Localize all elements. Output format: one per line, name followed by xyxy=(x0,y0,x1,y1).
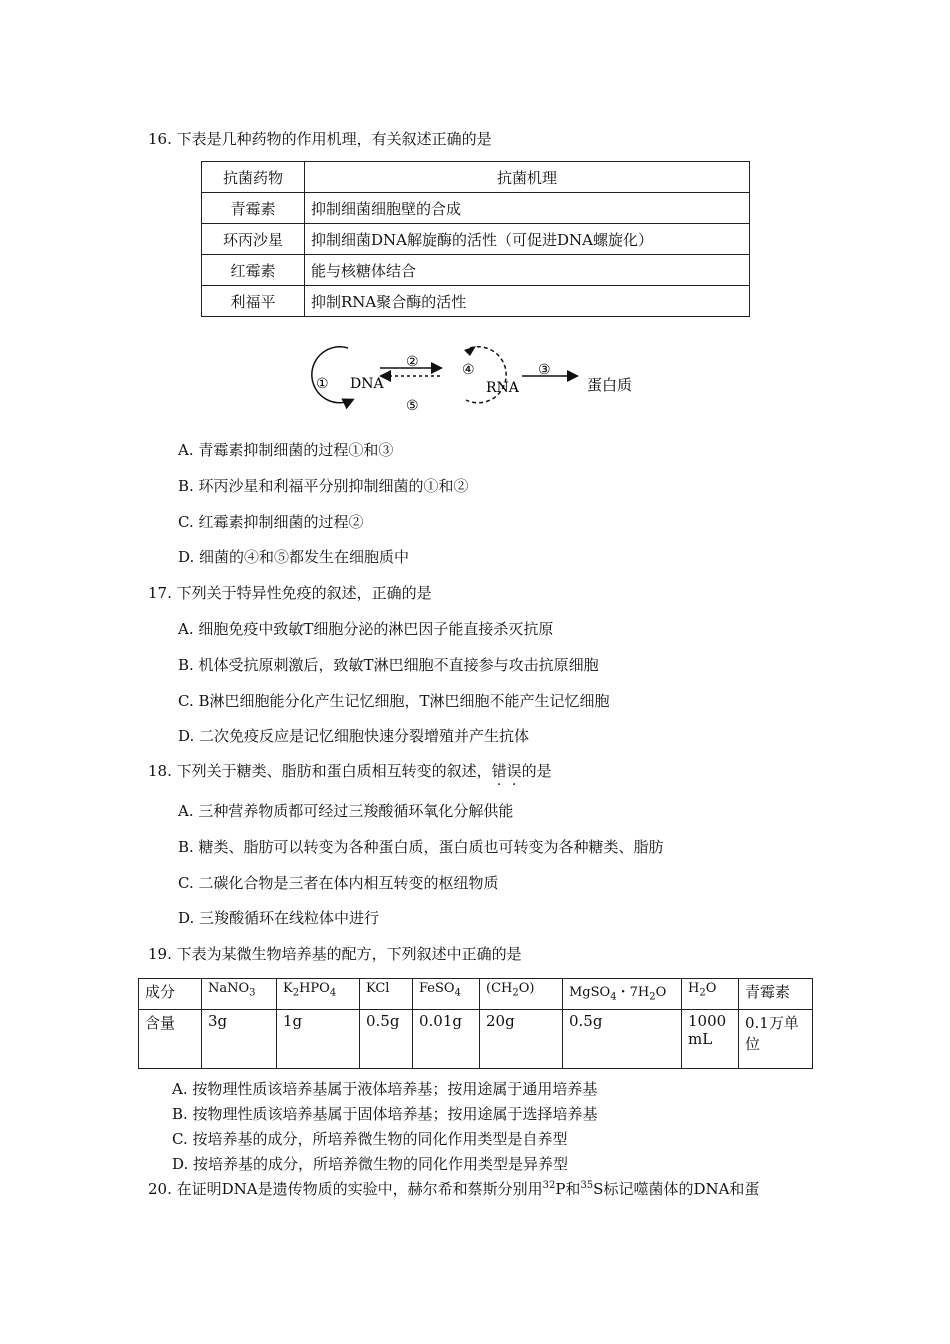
q16-option-d: D. 细菌的④和⑤都发生在细胞质中 xyxy=(178,548,410,566)
dna-label: DNA xyxy=(350,376,384,392)
table-row xyxy=(139,1010,813,1069)
emphasis-char: 误 xyxy=(506,762,522,780)
table-header-cell: 抗菌药物 xyxy=(202,162,305,193)
step-2-label: ② xyxy=(406,354,419,370)
table-row xyxy=(202,255,750,286)
table-cell: 抑制RNA聚合酶的活性 xyxy=(305,286,750,317)
table-cell: 1g xyxy=(277,1010,360,1069)
q18-stem-part: 的是 xyxy=(521,762,552,780)
q16-option-a: A. 青霉素抑制细菌的过程①和③ xyxy=(178,441,394,459)
step-3-label: ③ xyxy=(538,362,551,378)
q16-option-b: B. 环丙沙星和利福平分别抑制细菌的①和② xyxy=(178,477,469,495)
isotope-superscript: 35 xyxy=(580,1180,594,1191)
table-row xyxy=(202,224,750,255)
table-cell: $(CH_2O)$ xyxy=(480,979,563,1010)
table-cell: 含量 xyxy=(139,1010,202,1069)
table-cell: KCl xyxy=(360,979,413,1010)
table-cell: 3g xyxy=(202,1010,277,1069)
q20-stem-part: P和 xyxy=(555,1180,581,1198)
central-dogma-diagram xyxy=(300,340,660,416)
table-cell: $K_2HPO_4$ xyxy=(277,979,360,1010)
q19-option-a: A. 按物理性质该培养基属于液体培养基；按用途属于通用培养基 xyxy=(172,1080,598,1098)
table-cell: 抑制细菌细胞壁的合成 xyxy=(305,193,750,224)
table-cell: FeSO$_4$ xyxy=(413,979,480,1010)
table-header-row xyxy=(139,979,813,1010)
q16-option-c: C. 红霉素抑制细菌的过程② xyxy=(178,513,364,531)
q19-option-c: C. 按培养基的成分，所培养微生物的同化作用类型是自养型 xyxy=(172,1130,568,1148)
table-cell: 青霉素 xyxy=(739,979,813,1010)
isotope-superscript: 32 xyxy=(542,1180,556,1191)
q19-table xyxy=(138,978,813,1069)
q19-stem: 19. 下表为某微生物培养基的配方，下列叙述中正确的是 xyxy=(148,945,522,963)
step-1-label: ① xyxy=(316,376,329,392)
table-cell: 20g xyxy=(480,1010,563,1069)
q18-stem-part: 18. 下列关于糖类、脂肪和蛋白质相互转变的叙述， xyxy=(148,762,492,780)
step-4-label: ④ xyxy=(462,362,475,378)
q18-option-b: B. 糖类、脂肪可以转变为各种蛋白质，蛋白质也可转变为各种糖类、脂肪 xyxy=(178,838,664,856)
q19-option-d: D. 按培养基的成分，所培养微生物的同化作用类型是异养型 xyxy=(172,1155,569,1173)
q18-option-a: A. 三种营养物质都可经过三羧酸循环氧化分解供能 xyxy=(178,802,514,820)
table-cell: NaNO$_3$ xyxy=(202,979,277,1010)
table-cell: 能与核糖体结合 xyxy=(305,255,750,286)
table-cell: 0.1万单 位 xyxy=(739,1010,813,1069)
q17-option-d: D. 二次免疫反应是记忆细胞快速分裂增殖并产生抗体 xyxy=(178,727,530,745)
table-cell: 抑制细菌DNA解旋酶的活性（可促进DNA螺旋化） xyxy=(305,224,750,255)
protein-label: 蛋白质 xyxy=(587,376,633,394)
table-row xyxy=(202,286,750,317)
table-header-cell: 抗菌机理 xyxy=(305,162,750,193)
step-5-label: ⑤ xyxy=(406,398,419,414)
q16-stem: 16. 下表是几种药物的作用机理，有关叙述正确的是 xyxy=(148,130,492,148)
q18-option-c: C. 二碳化合物是三者在体内相互转变的枢纽物质 xyxy=(178,874,499,892)
table-cell: 成分 xyxy=(139,979,202,1010)
q18-option-d: D. 三羧酸循环在线粒体中进行 xyxy=(178,909,380,927)
table-cell: 红霉素 xyxy=(202,255,305,286)
q20-stem xyxy=(148,1178,759,1199)
table-cell: 0.01g xyxy=(413,1010,480,1069)
replication-arrow xyxy=(312,347,352,403)
table-cell: 利福平 xyxy=(202,286,305,317)
table-cell: 青霉素 xyxy=(202,193,305,224)
table-header-row xyxy=(202,162,750,193)
table-cell: MgSO$_4$・$7H_2O$ xyxy=(563,979,682,1010)
table-cell: $H_2O$ xyxy=(682,979,739,1010)
q17-option-b: B. 机体受抗原刺激后，致敏T淋巴细胞不直接参与攻击抗原细胞 xyxy=(178,656,599,674)
q17-stem: 17. 下列关于特异性免疫的叙述，正确的是 xyxy=(148,584,432,602)
table-cell: 0.5g xyxy=(360,1010,413,1069)
q20-stem-part: S标记噬菌体的DNA和蛋 xyxy=(593,1180,760,1198)
q17-option-a: A. 细胞免疫中致敏T细胞分泌的淋巴因子能直接杀灭抗原 xyxy=(178,620,554,638)
table-row xyxy=(202,193,750,224)
q19-option-b: B. 按物理性质该培养基属于固体培养基；按用途属于选择培养基 xyxy=(172,1105,598,1123)
q18-stem xyxy=(148,760,552,781)
rna-label: RNA xyxy=(486,380,519,396)
q16-table xyxy=(201,161,750,317)
emphasis-char: 错 xyxy=(491,762,507,780)
table-cell: 1000 mL xyxy=(682,1010,739,1069)
table-cell: 0.5g xyxy=(563,1010,682,1069)
q20-stem-part: 20. 在证明DNA是遗传物质的实验中，赫尔希和蔡斯分别用 xyxy=(148,1180,543,1198)
q17-option-c: C. B淋巴细胞能分化产生记忆细胞，T淋巴细胞不能产生记忆细胞 xyxy=(178,692,610,710)
table-cell: 环丙沙星 xyxy=(202,224,305,255)
